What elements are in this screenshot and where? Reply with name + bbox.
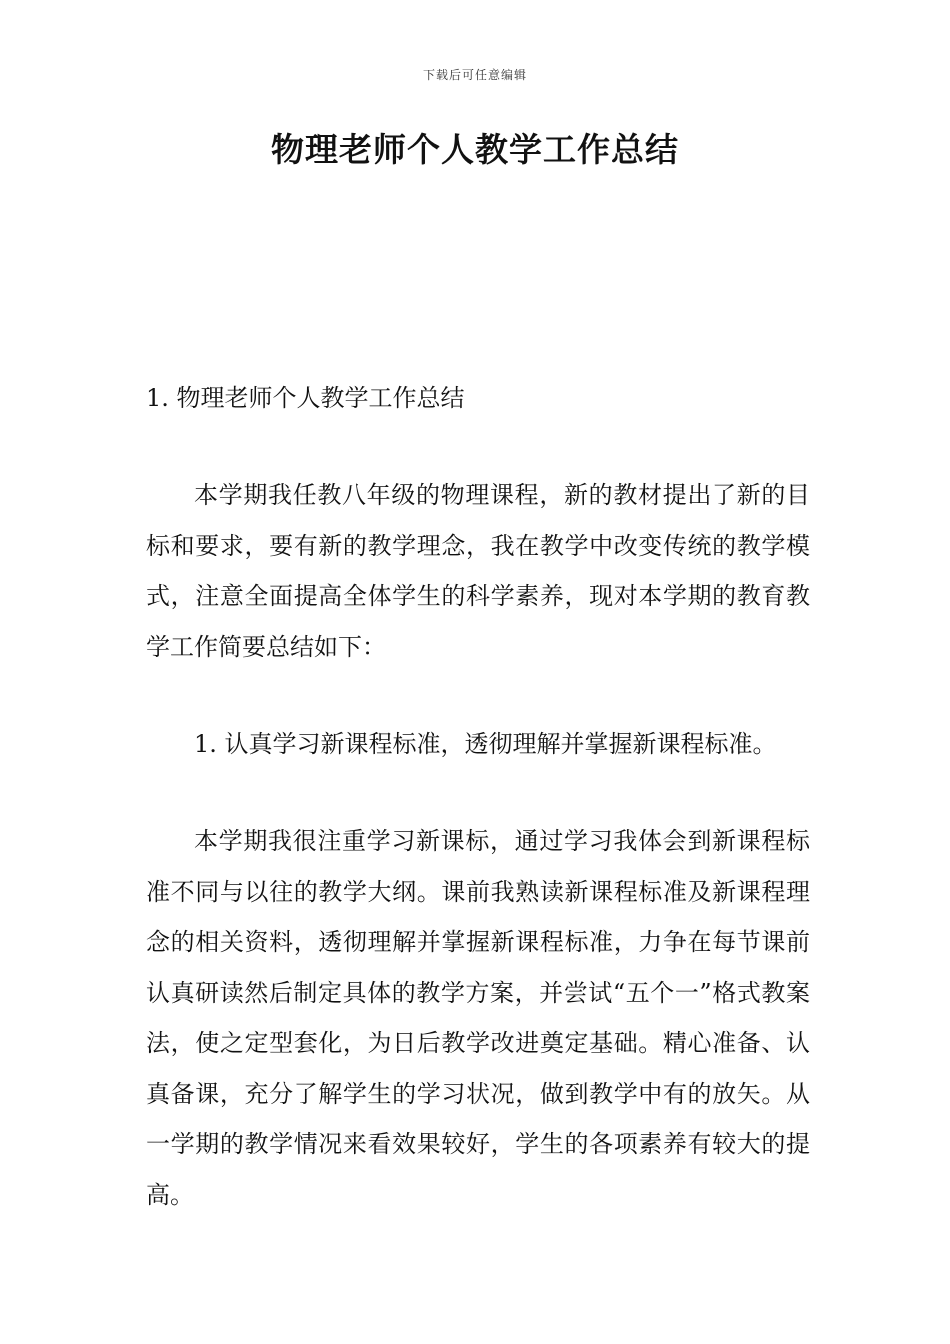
sub-heading: 1. 认真学习新课程标准，透彻理解并掌握新课程标准。 (194, 730, 777, 758)
header-note: 下载后可任意编辑 (422, 68, 527, 82)
document-body (146, 378, 810, 1272)
paragraph-study: 本学期我很注重学习新课标，通过学习我体会到新课程标准不同与以往的教学大纲。课前我熟读新课程标准及新课程理念的相关资料，透彻理解并掌握新课程标准，力争在每节课前认真研读然后制定具体的教学方案，并尝试“五个一”格式教案法，使之定型套化，为日后教学改进奠定基础。精心准备、认真备课，充分了解学生的学习状况，做到教学中有的放矢。从一学期的教学情况来看效果较好，学生的各项素养有较大的提高。 (146, 827, 810, 1209)
document-title: 物理老师个人教学工作总结 (271, 130, 679, 169)
section-heading: 1. 物理老师个人教学工作总结 (146, 384, 465, 412)
paragraph-intro: 本学期我任教八年级的物理课程，新的教材提出了新的目标和要求，要有新的教学理念，我在教学中改变传统的教学模式，注意全面提高全体学生的科学素养，现对本学期的教育教学工作简要总结如下： (146, 481, 810, 661)
